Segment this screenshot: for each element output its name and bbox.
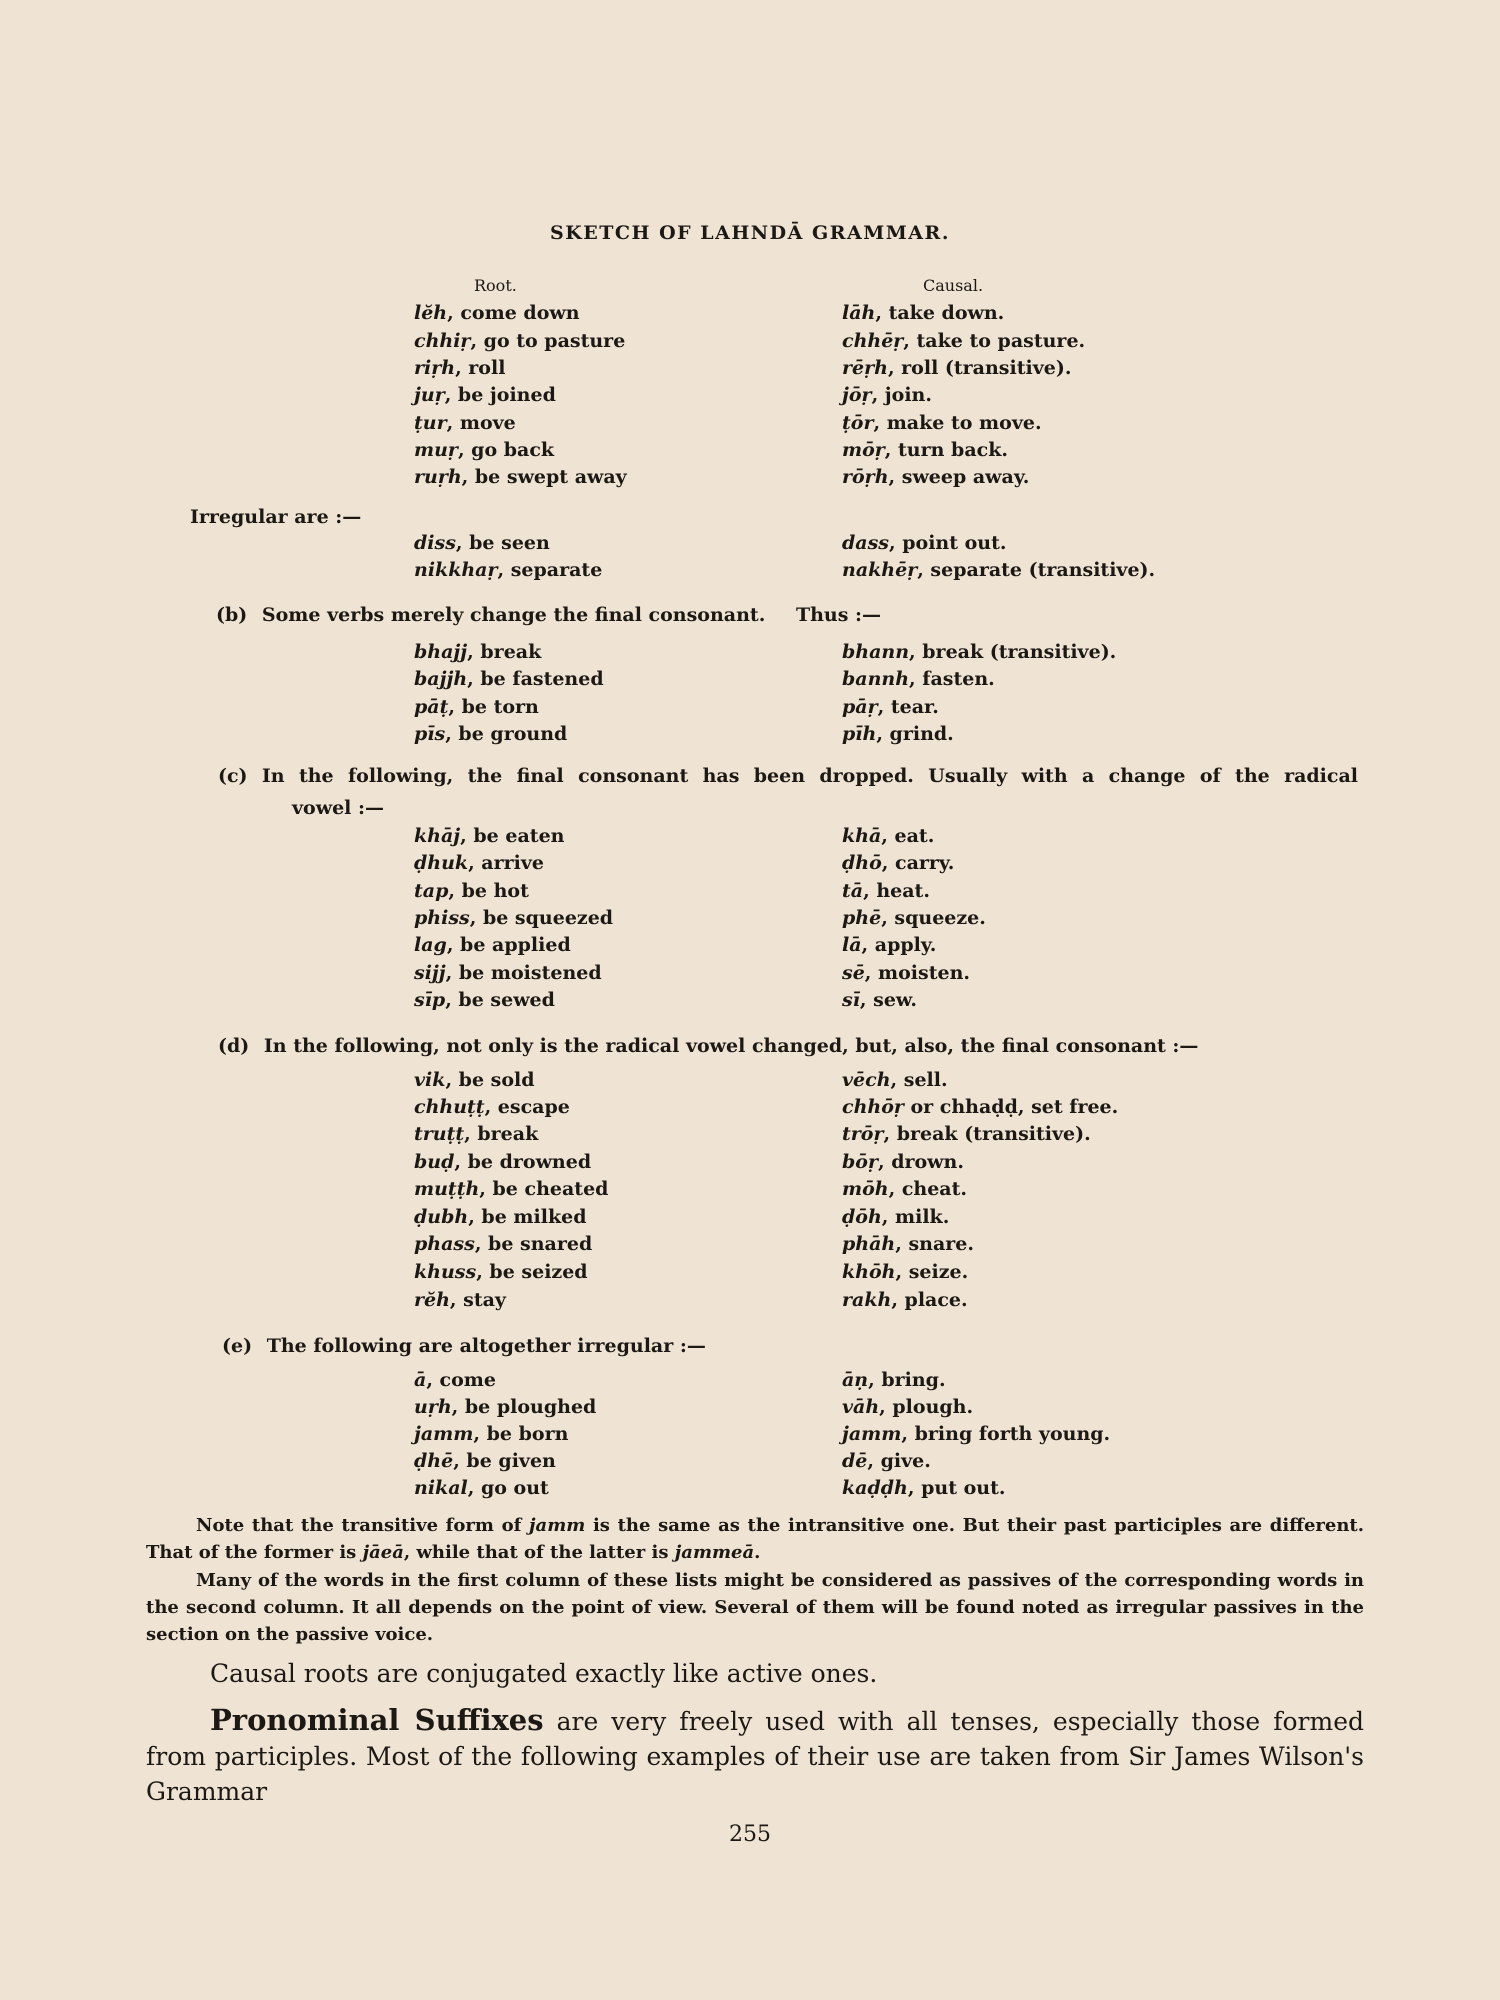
verb-row bbox=[0, 330, 1500, 358]
verb-row bbox=[0, 384, 1500, 412]
verb-row bbox=[0, 532, 1500, 560]
root-meaning: , be seen bbox=[455, 532, 550, 554]
root-meaning: , be cheated bbox=[479, 1178, 609, 1200]
root-meaning: , be ploughed bbox=[451, 1396, 597, 1418]
causal-meaning: , eat. bbox=[881, 825, 935, 847]
causal-meaning: , squeeze. bbox=[881, 907, 986, 929]
note-text: is the same as the intransitive one. But their past participles are different. That of the former is bbox=[146, 1515, 1364, 1563]
causal-word: tā bbox=[842, 880, 864, 902]
irregular-label: Irregular are :— bbox=[190, 506, 362, 528]
causal-word: dass bbox=[842, 532, 889, 554]
causal-meaning: , turn back. bbox=[884, 439, 1008, 461]
causal-word: rakh bbox=[842, 1289, 892, 1311]
root-word: sijj bbox=[414, 962, 446, 984]
root-word: khuss bbox=[414, 1261, 477, 1283]
paragraph-causal-roots: Causal roots are conjugated exactly like active ones. bbox=[210, 1659, 878, 1688]
root-word: truṭṭ bbox=[414, 1123, 465, 1145]
verb-row bbox=[0, 1069, 1500, 1097]
note-word: jāeā bbox=[362, 1542, 404, 1563]
verb-row bbox=[0, 1233, 1500, 1261]
column-headers bbox=[0, 276, 1500, 304]
causal-word: sī bbox=[842, 989, 860, 1011]
root-meaning: , be applied bbox=[446, 934, 571, 956]
causal-word: ṭōr bbox=[842, 412, 874, 434]
verb-row bbox=[0, 907, 1500, 935]
causal-word: ḍōh bbox=[842, 1206, 882, 1228]
section-text: In the following, the final consonant has been dropped. Usually with a change of the radical bbox=[261, 765, 1358, 787]
verb-row bbox=[0, 1423, 1500, 1451]
root-word: vik bbox=[414, 1069, 446, 1091]
causal-meaning: , moisten. bbox=[864, 962, 971, 984]
causal-meaning: , tear. bbox=[877, 696, 939, 718]
verb-row bbox=[0, 412, 1500, 440]
root-meaning: , be eaten bbox=[460, 825, 565, 847]
causal-word: lā bbox=[842, 934, 862, 956]
causal-meaning: , put out. bbox=[907, 1477, 1006, 1499]
page-number: 255 bbox=[729, 1822, 771, 1847]
verb-row bbox=[0, 1369, 1500, 1397]
causal-meaning: , sew. bbox=[859, 989, 917, 1011]
section-text: Some verbs merely change the final consonant. bbox=[261, 604, 766, 626]
root-word: muṛ bbox=[414, 439, 458, 461]
root-word: nikkhaṛ bbox=[414, 559, 498, 581]
causal-word: pīh bbox=[842, 723, 877, 745]
section-text: In the following, not only is the radical vowel changed, but, also, the final consonant :— bbox=[263, 1035, 1199, 1057]
root-meaning: , go back bbox=[457, 439, 555, 461]
verb-row bbox=[0, 1477, 1500, 1505]
causal-meaning: , sweep away. bbox=[888, 466, 1030, 488]
causal-word: lāh bbox=[842, 302, 876, 324]
verb-row bbox=[0, 1450, 1500, 1478]
causal-meaning: , break (transitive). bbox=[909, 641, 1117, 663]
root-word: phiss bbox=[414, 907, 470, 929]
section-d-heading bbox=[218, 1035, 1198, 1057]
root-word: lĕh bbox=[414, 302, 448, 324]
root-word: khāj bbox=[414, 825, 461, 847]
root-word: bajjh bbox=[414, 668, 468, 690]
causal-word: bhann bbox=[842, 641, 910, 663]
causal-word: kaḍḍh bbox=[842, 1477, 908, 1499]
root-meaning: , go to pasture bbox=[470, 330, 626, 352]
root-meaning: , be born bbox=[473, 1423, 569, 1445]
note-text: , while that of the latter is bbox=[403, 1542, 675, 1563]
causal-word: mōh bbox=[842, 1178, 889, 1200]
section-b-heading bbox=[216, 604, 881, 626]
note-text: . bbox=[754, 1542, 761, 1563]
root-meaning: , come down bbox=[447, 302, 580, 324]
verb-row bbox=[0, 852, 1500, 880]
section-c-heading bbox=[218, 765, 1358, 787]
causal-word: phāh bbox=[842, 1233, 896, 1255]
causal-word: trōṛ bbox=[842, 1123, 884, 1145]
root-word: ḍhē bbox=[414, 1450, 454, 1472]
causal-word: bōṛ bbox=[842, 1151, 878, 1173]
causal-meaning: , join. bbox=[871, 384, 932, 406]
causal-meaning: , make to move. bbox=[873, 412, 1042, 434]
verb-row bbox=[0, 466, 1500, 494]
root-meaning: , be swept away bbox=[461, 466, 627, 488]
causal-meaning: , heat. bbox=[863, 880, 930, 902]
verb-row bbox=[0, 357, 1500, 385]
causal-word: bannh bbox=[842, 668, 910, 690]
root-word: ṭur bbox=[414, 412, 447, 434]
root-meaning: , be snared bbox=[474, 1233, 593, 1255]
causal-meaning: , cheat. bbox=[888, 1178, 967, 1200]
root-meaning: , be milked bbox=[468, 1206, 587, 1228]
verb-row bbox=[0, 668, 1500, 696]
causal-meaning: , carry. bbox=[881, 852, 955, 874]
causal-meaning: or chhaḍḍ, set free. bbox=[903, 1096, 1119, 1118]
root-meaning: , go out bbox=[467, 1477, 549, 1499]
section-label: (d) bbox=[218, 1035, 250, 1057]
root-word: nikal bbox=[414, 1477, 468, 1499]
causal-meaning: , drown. bbox=[877, 1151, 964, 1173]
verb-row bbox=[0, 1396, 1500, 1424]
root-meaning: , be given bbox=[453, 1450, 556, 1472]
causal-meaning: , apply. bbox=[861, 934, 937, 956]
root-word: ruṛh bbox=[414, 466, 462, 488]
root-word: ḍubh bbox=[414, 1206, 469, 1228]
causal-meaning: , place. bbox=[891, 1289, 968, 1311]
verb-row bbox=[0, 439, 1500, 467]
verb-row bbox=[0, 1178, 1500, 1206]
root-word: buḍ bbox=[414, 1151, 455, 1173]
root-word: diss bbox=[414, 532, 456, 554]
causal-meaning: , separate (transitive). bbox=[917, 559, 1156, 581]
causal-word: rōṛh bbox=[842, 466, 889, 488]
root-word: jamm bbox=[414, 1423, 474, 1445]
root-word: chhiṛ bbox=[414, 330, 471, 352]
causal-column-heading: Causal. bbox=[923, 276, 984, 295]
note-passives: Many of the words in the first column of these lists might be considered as passives of the corresponding words in the second column. It all depends on the point of view. Several of them will be found noted as irregular passives in the section on the passive voice. bbox=[146, 1570, 1364, 1645]
root-meaning: , be sold bbox=[445, 1069, 535, 1091]
section-c-continuation: vowel :— bbox=[292, 797, 385, 819]
verb-row bbox=[0, 880, 1500, 908]
verb-row bbox=[0, 962, 1500, 990]
root-meaning: , move bbox=[446, 412, 516, 434]
causal-word: khā bbox=[842, 825, 882, 847]
paragraph-text: are very freely used with all tenses, especially those formed from participles. Most of the following examples of their use are taken from Sir James Wilson's Grammar bbox=[146, 1707, 1364, 1806]
root-word: riṛh bbox=[414, 357, 456, 379]
causal-meaning: , bring forth young. bbox=[901, 1423, 1111, 1445]
section-label: (e) bbox=[222, 1335, 253, 1357]
root-meaning: , be fastened bbox=[467, 668, 604, 690]
root-word: pīs bbox=[414, 723, 446, 745]
verb-row bbox=[0, 302, 1500, 330]
root-word: pāṭ bbox=[414, 696, 449, 718]
root-meaning: , stay bbox=[449, 1289, 506, 1311]
causal-word: ḍhō bbox=[842, 852, 882, 874]
causal-meaning: , give. bbox=[867, 1450, 931, 1472]
verb-row bbox=[0, 989, 1500, 1017]
verb-row bbox=[0, 1206, 1500, 1234]
verb-row bbox=[0, 696, 1500, 724]
root-word: phass bbox=[414, 1233, 475, 1255]
root-word: sīp bbox=[414, 989, 446, 1011]
causal-meaning: , plough. bbox=[879, 1396, 974, 1418]
verb-row bbox=[0, 1123, 1500, 1151]
section-text: The following are altogether irregular :— bbox=[266, 1335, 706, 1357]
verb-row bbox=[0, 1151, 1500, 1179]
section-thus: Thus :— bbox=[795, 604, 882, 626]
verb-row bbox=[0, 1261, 1500, 1289]
root-meaning: , be drowned bbox=[454, 1151, 592, 1173]
root-meaning: , be moistened bbox=[445, 962, 602, 984]
root-word: bhajj bbox=[414, 641, 468, 663]
causal-word: pāṛ bbox=[842, 696, 878, 718]
root-meaning: , be hot bbox=[448, 880, 529, 902]
root-meaning: , break bbox=[464, 1123, 539, 1145]
section-term: Pronominal Suffixes bbox=[210, 1703, 544, 1737]
root-meaning: , come bbox=[426, 1369, 496, 1391]
causal-meaning: , fasten. bbox=[909, 668, 995, 690]
paragraph-pronominal-suffixes bbox=[146, 1703, 1364, 1809]
causal-word: jamm bbox=[842, 1423, 902, 1445]
causal-word: chhōṛ bbox=[842, 1096, 904, 1118]
root-word: tap bbox=[414, 880, 449, 902]
root-meaning: , be ground bbox=[445, 723, 568, 745]
root-meaning: , be sewed bbox=[445, 989, 555, 1011]
verb-row bbox=[0, 934, 1500, 962]
section-label: (c) bbox=[218, 765, 248, 787]
causal-meaning: , milk. bbox=[881, 1206, 950, 1228]
causal-meaning: , seize. bbox=[895, 1261, 969, 1283]
root-word: lag bbox=[414, 934, 447, 956]
causal-word: phē bbox=[842, 907, 882, 929]
section-e-heading bbox=[222, 1335, 706, 1357]
root-word: chhuṭṭ bbox=[414, 1096, 485, 1118]
root-meaning: , separate bbox=[497, 559, 603, 581]
verb-row bbox=[0, 825, 1500, 853]
causal-word: jōṛ bbox=[842, 384, 872, 406]
root-meaning: , arrive bbox=[468, 852, 544, 874]
verb-row bbox=[0, 1289, 1500, 1317]
causal-meaning: , roll (transitive). bbox=[887, 357, 1072, 379]
root-meaning: , be seized bbox=[476, 1261, 588, 1283]
note-text: Note that the transitive form of bbox=[196, 1515, 530, 1536]
causal-word: vēch bbox=[842, 1069, 891, 1091]
root-word: uṛh bbox=[414, 1396, 452, 1418]
causal-word: vāh bbox=[842, 1396, 880, 1418]
root-word: juṛ bbox=[414, 384, 445, 406]
root-word: ḍhuk bbox=[414, 852, 469, 874]
root-meaning: , break bbox=[467, 641, 542, 663]
root-meaning: , be joined bbox=[444, 384, 556, 406]
note-word: jammeā bbox=[674, 1542, 755, 1563]
root-word: ā bbox=[414, 1369, 427, 1391]
causal-meaning: , break (transitive). bbox=[883, 1123, 1091, 1145]
page-header: SKETCH OF LAHNDĀ GRAMMAR. bbox=[550, 222, 950, 244]
causal-word: dē bbox=[842, 1450, 868, 1472]
note-transitive bbox=[146, 1512, 1364, 1566]
causal-meaning: , bring. bbox=[868, 1369, 946, 1391]
root-meaning: , escape bbox=[484, 1096, 570, 1118]
root-word: muṭṭh bbox=[414, 1178, 480, 1200]
causal-meaning: , take down. bbox=[875, 302, 1005, 324]
causal-word: mōṛ bbox=[842, 439, 885, 461]
causal-meaning: , take to pasture. bbox=[903, 330, 1086, 352]
causal-meaning: , point out. bbox=[889, 532, 1007, 554]
causal-word: āṇ bbox=[842, 1369, 869, 1391]
causal-word: sē bbox=[842, 962, 865, 984]
causal-word: rēṛh bbox=[842, 357, 888, 379]
root-word: rĕh bbox=[414, 1289, 450, 1311]
section-label: (b) bbox=[216, 604, 248, 626]
causal-meaning: , snare. bbox=[895, 1233, 974, 1255]
root-column-heading: Root. bbox=[474, 276, 517, 295]
verb-row bbox=[0, 641, 1500, 669]
causal-word: nakhēṛ bbox=[842, 559, 918, 581]
root-meaning: , be torn bbox=[448, 696, 539, 718]
note-word: jamm bbox=[529, 1515, 586, 1536]
causal-meaning: , sell. bbox=[890, 1069, 948, 1091]
causal-word: chhēṛ bbox=[842, 330, 904, 352]
verb-row bbox=[0, 1096, 1500, 1124]
causal-meaning: , grind. bbox=[876, 723, 954, 745]
verb-row bbox=[0, 723, 1500, 751]
verb-row bbox=[0, 559, 1500, 587]
root-meaning: , be squeezed bbox=[469, 907, 614, 929]
root-meaning: , roll bbox=[455, 357, 506, 379]
causal-word: khōh bbox=[842, 1261, 896, 1283]
